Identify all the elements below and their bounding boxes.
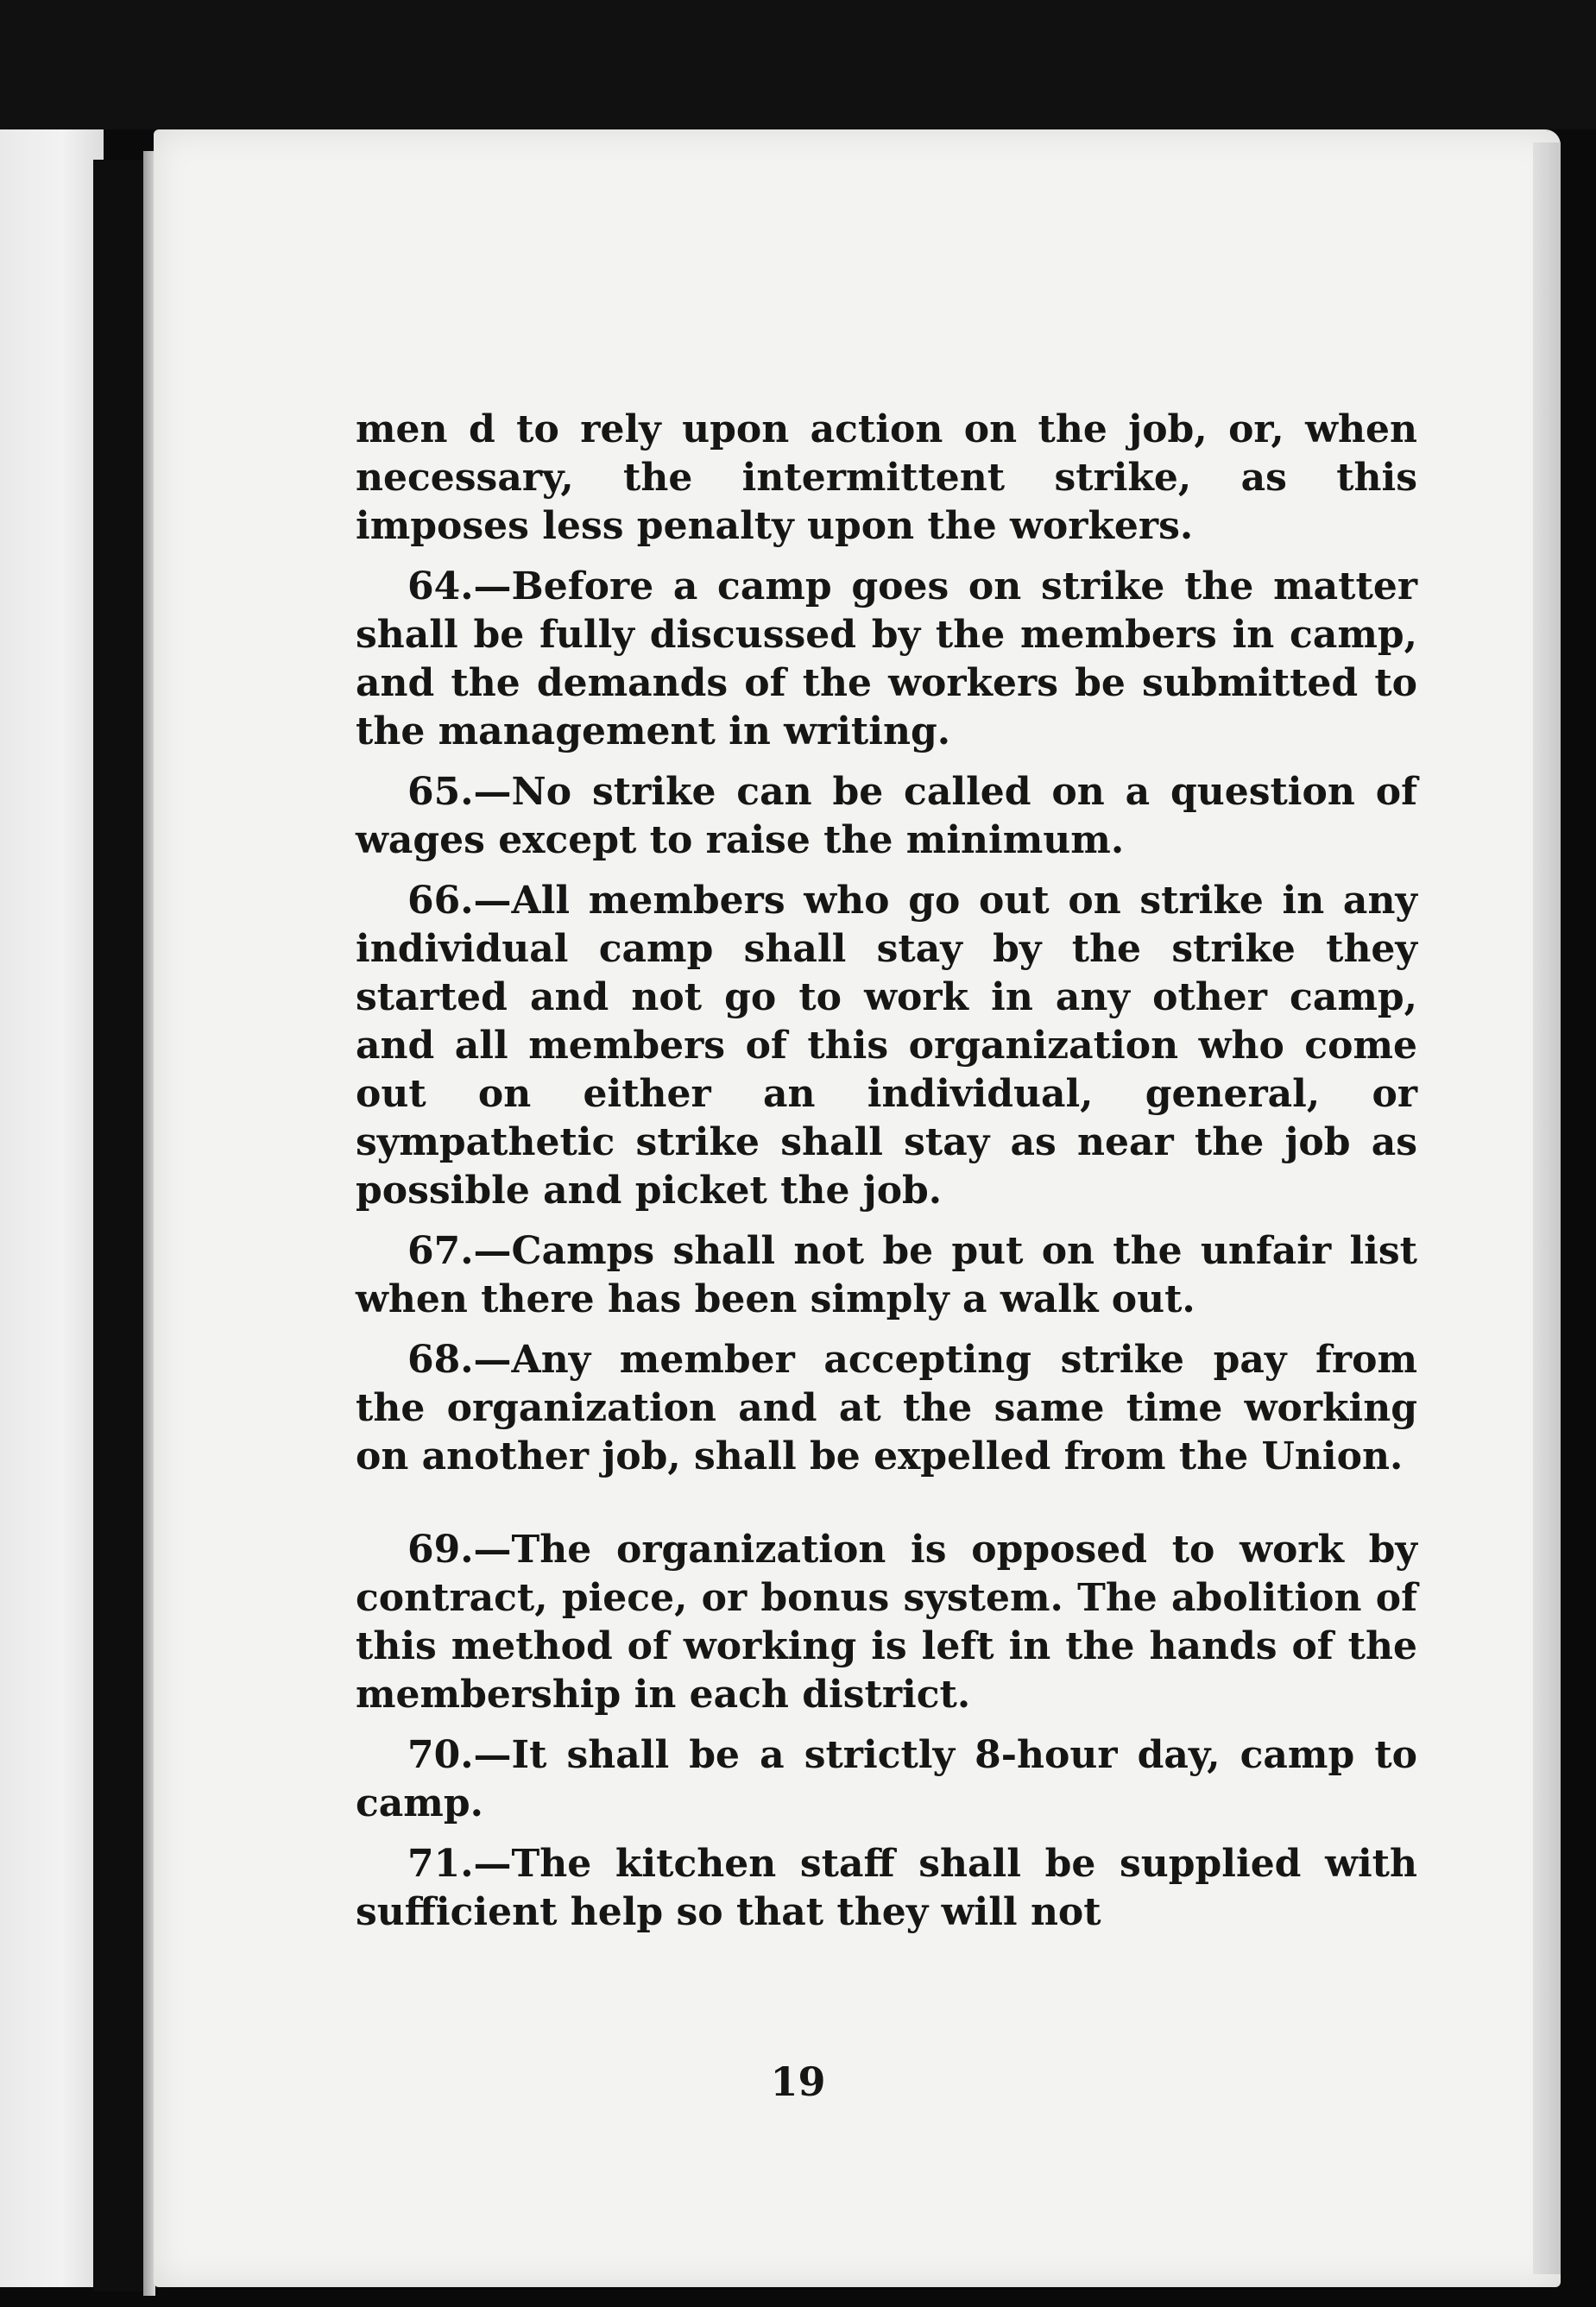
paragraph-continuation: men d to rely upon action on the job, or, when necessary, the intermittent strike, as this imposes less penalty upon the workers. <box>356 407 1417 548</box>
book-binding <box>93 160 143 2291</box>
page-text <box>356 406 1417 2063</box>
facing-page-edge <box>0 129 104 2287</box>
paragraph-71: 71.—The kitchen staff shall be supplied with sufficient help so that they will not <box>356 1842 1417 1934</box>
paragraph-66: 66.—All members who go out on strike in any individual camp shall stay by the strike they started and not go to work in any other camp, and all members of this organization who come out on either an individual, general, or sympathetic strike shall stay as near the job as possible and picket the job. <box>356 879 1417 1213</box>
paragraph-68: 68.—Any member accepting strike pay from the organization and at the same time working on another job, shall be expelled from the Union. <box>356 1338 1417 1478</box>
paragraph-65: 65.—No strike can be called on a question of wages except to raise the minimum. <box>356 770 1417 862</box>
scan-top-edge <box>0 0 1596 129</box>
paragraph-70: 70.—It shall be a strictly 8-hour day, camp to camp. <box>356 1733 1417 1825</box>
paragraph-69: 69.—The organization is opposed to work by contract, piece, or bonus system. The abolition of this method of working is left in the hands of the membership in each district. <box>356 1528 1417 1717</box>
paragraph-67: 67.—Camps shall not be put on the unfair list when there has been simply a walk out. <box>356 1229 1417 1321</box>
paragraph-64: 64.—Before a camp goes on strike the matter shall be fully discussed by the members in camp, and the demands of the workers be submitted to the management in writing. <box>356 564 1417 753</box>
page-number: 19 <box>770 2058 826 2105</box>
page-right-edge <box>1533 142 1561 2274</box>
